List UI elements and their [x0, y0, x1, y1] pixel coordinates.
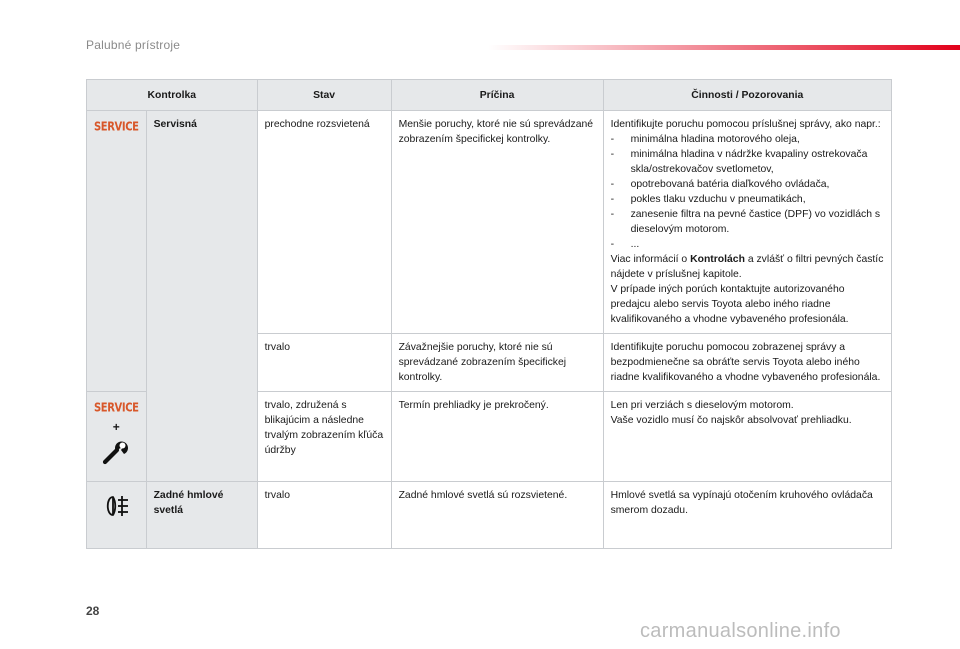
fog-indicator-cell	[87, 482, 147, 549]
table-row	[87, 111, 892, 334]
service-state-temporary: prechodne rozsvietená	[257, 111, 391, 334]
header-accent-bar	[488, 45, 960, 50]
service-state-permanent: trvalo	[257, 334, 391, 392]
list-item: - opotrebovaná batéria diaľkového ovládača,	[611, 177, 884, 192]
action-more-post: a zvlášť o filtri pevných častíc nájdete v príslušnej kapitole.	[610, 254, 884, 280]
action-line: Len pri verziách s dieselovým motorom.	[610, 400, 794, 411]
wrench-icon	[101, 437, 131, 465]
service-cause-overdue: Termín prehliadky je prekročený.	[391, 392, 603, 482]
action-dealer: V prípade iných porúch kontaktujte autorizovaného predajcu alebo servis Toyota alebo iného riadne kvalifikovaného a vhodne vybaveného profesionála.	[610, 284, 849, 325]
list-item: - zanesenie filtra na pevné častice (DPF) vo vozidlách s dieselovým motorom.	[611, 207, 884, 237]
action-line: Vaše vozidlo musí čo najskôr absolvovať prehliadku.	[610, 415, 852, 426]
column-header-state: Stav	[257, 80, 391, 111]
list-item: - ...	[611, 237, 884, 252]
table-row	[87, 482, 892, 549]
service-action-major: Identifikujte poruchu pomocou zobrazenej správy a bezpodmienečne sa obráťte servis Toyota alebo iného riadne kvalifikovaného a vhodne vybaveného profesionála.	[603, 334, 891, 392]
list-item: - pokles tlaku vzduchu v pneumatikách,	[611, 192, 884, 207]
service-cause-minor: Menšie poruchy, ktoré nie sú sprevádzané zobrazením špecifickej kontrolky.	[391, 111, 603, 334]
action-more-info	[611, 252, 884, 282]
fog-state: trvalo	[257, 482, 391, 549]
plus-icon: +	[112, 420, 120, 434]
column-header-cause: Príčina	[391, 80, 603, 111]
fog-indicator-name: Zadné hmlové svetlá	[146, 482, 257, 549]
rear-fog-light-icon	[101, 494, 131, 518]
service-state-wrench: trvalo, združená s blikajúcim a následne trvalým zobrazením kľúča údržby	[257, 392, 391, 482]
action-more-pre: Viac informácií o	[610, 254, 691, 265]
section-title: Palubné prístroje	[86, 38, 181, 52]
page-number: 28	[86, 604, 100, 618]
service-warning-icon: SERVICE	[94, 401, 139, 416]
service-indicator-cell	[87, 111, 147, 392]
fog-cause: Zadné hmlové svetlá sú rozsvietené.	[391, 482, 603, 549]
action-intro: Identifikujte poruchu pomocou príslušnej správy, ako napr.:	[610, 119, 881, 130]
table-header-row	[87, 80, 892, 111]
service-cause-major: Závažnejšie poruchy, ktoré nie sú sprevádzané zobrazením špecifickej kontrolky.	[391, 334, 603, 392]
fog-action: Hmlové svetlá sa vypínajú otočením kruhového ovládača smerom dozadu.	[603, 482, 891, 549]
column-header-actions: Činnosti / Pozorovania	[603, 80, 891, 111]
watermark: carmanualsonline.info	[640, 620, 841, 642]
column-header-indicator: Kontrolka	[87, 80, 258, 111]
list-item: - minimálna hladina motorového oleja,	[611, 132, 884, 147]
action-more-bold: Kontrolách	[690, 254, 745, 265]
service-action-minor	[603, 111, 891, 334]
service-wrench-indicator-cell	[87, 392, 147, 482]
service-warning-icon: SERVICE	[94, 120, 139, 135]
service-action-overdue	[603, 392, 891, 482]
indicator-table	[86, 79, 892, 549]
action-list	[611, 132, 884, 252]
list-item: - minimálna hladina v nádržke kvapaliny ostrekovača skla/ostrekovačov svetlometov,	[611, 147, 884, 177]
service-indicator-name: Servisná	[146, 111, 257, 482]
